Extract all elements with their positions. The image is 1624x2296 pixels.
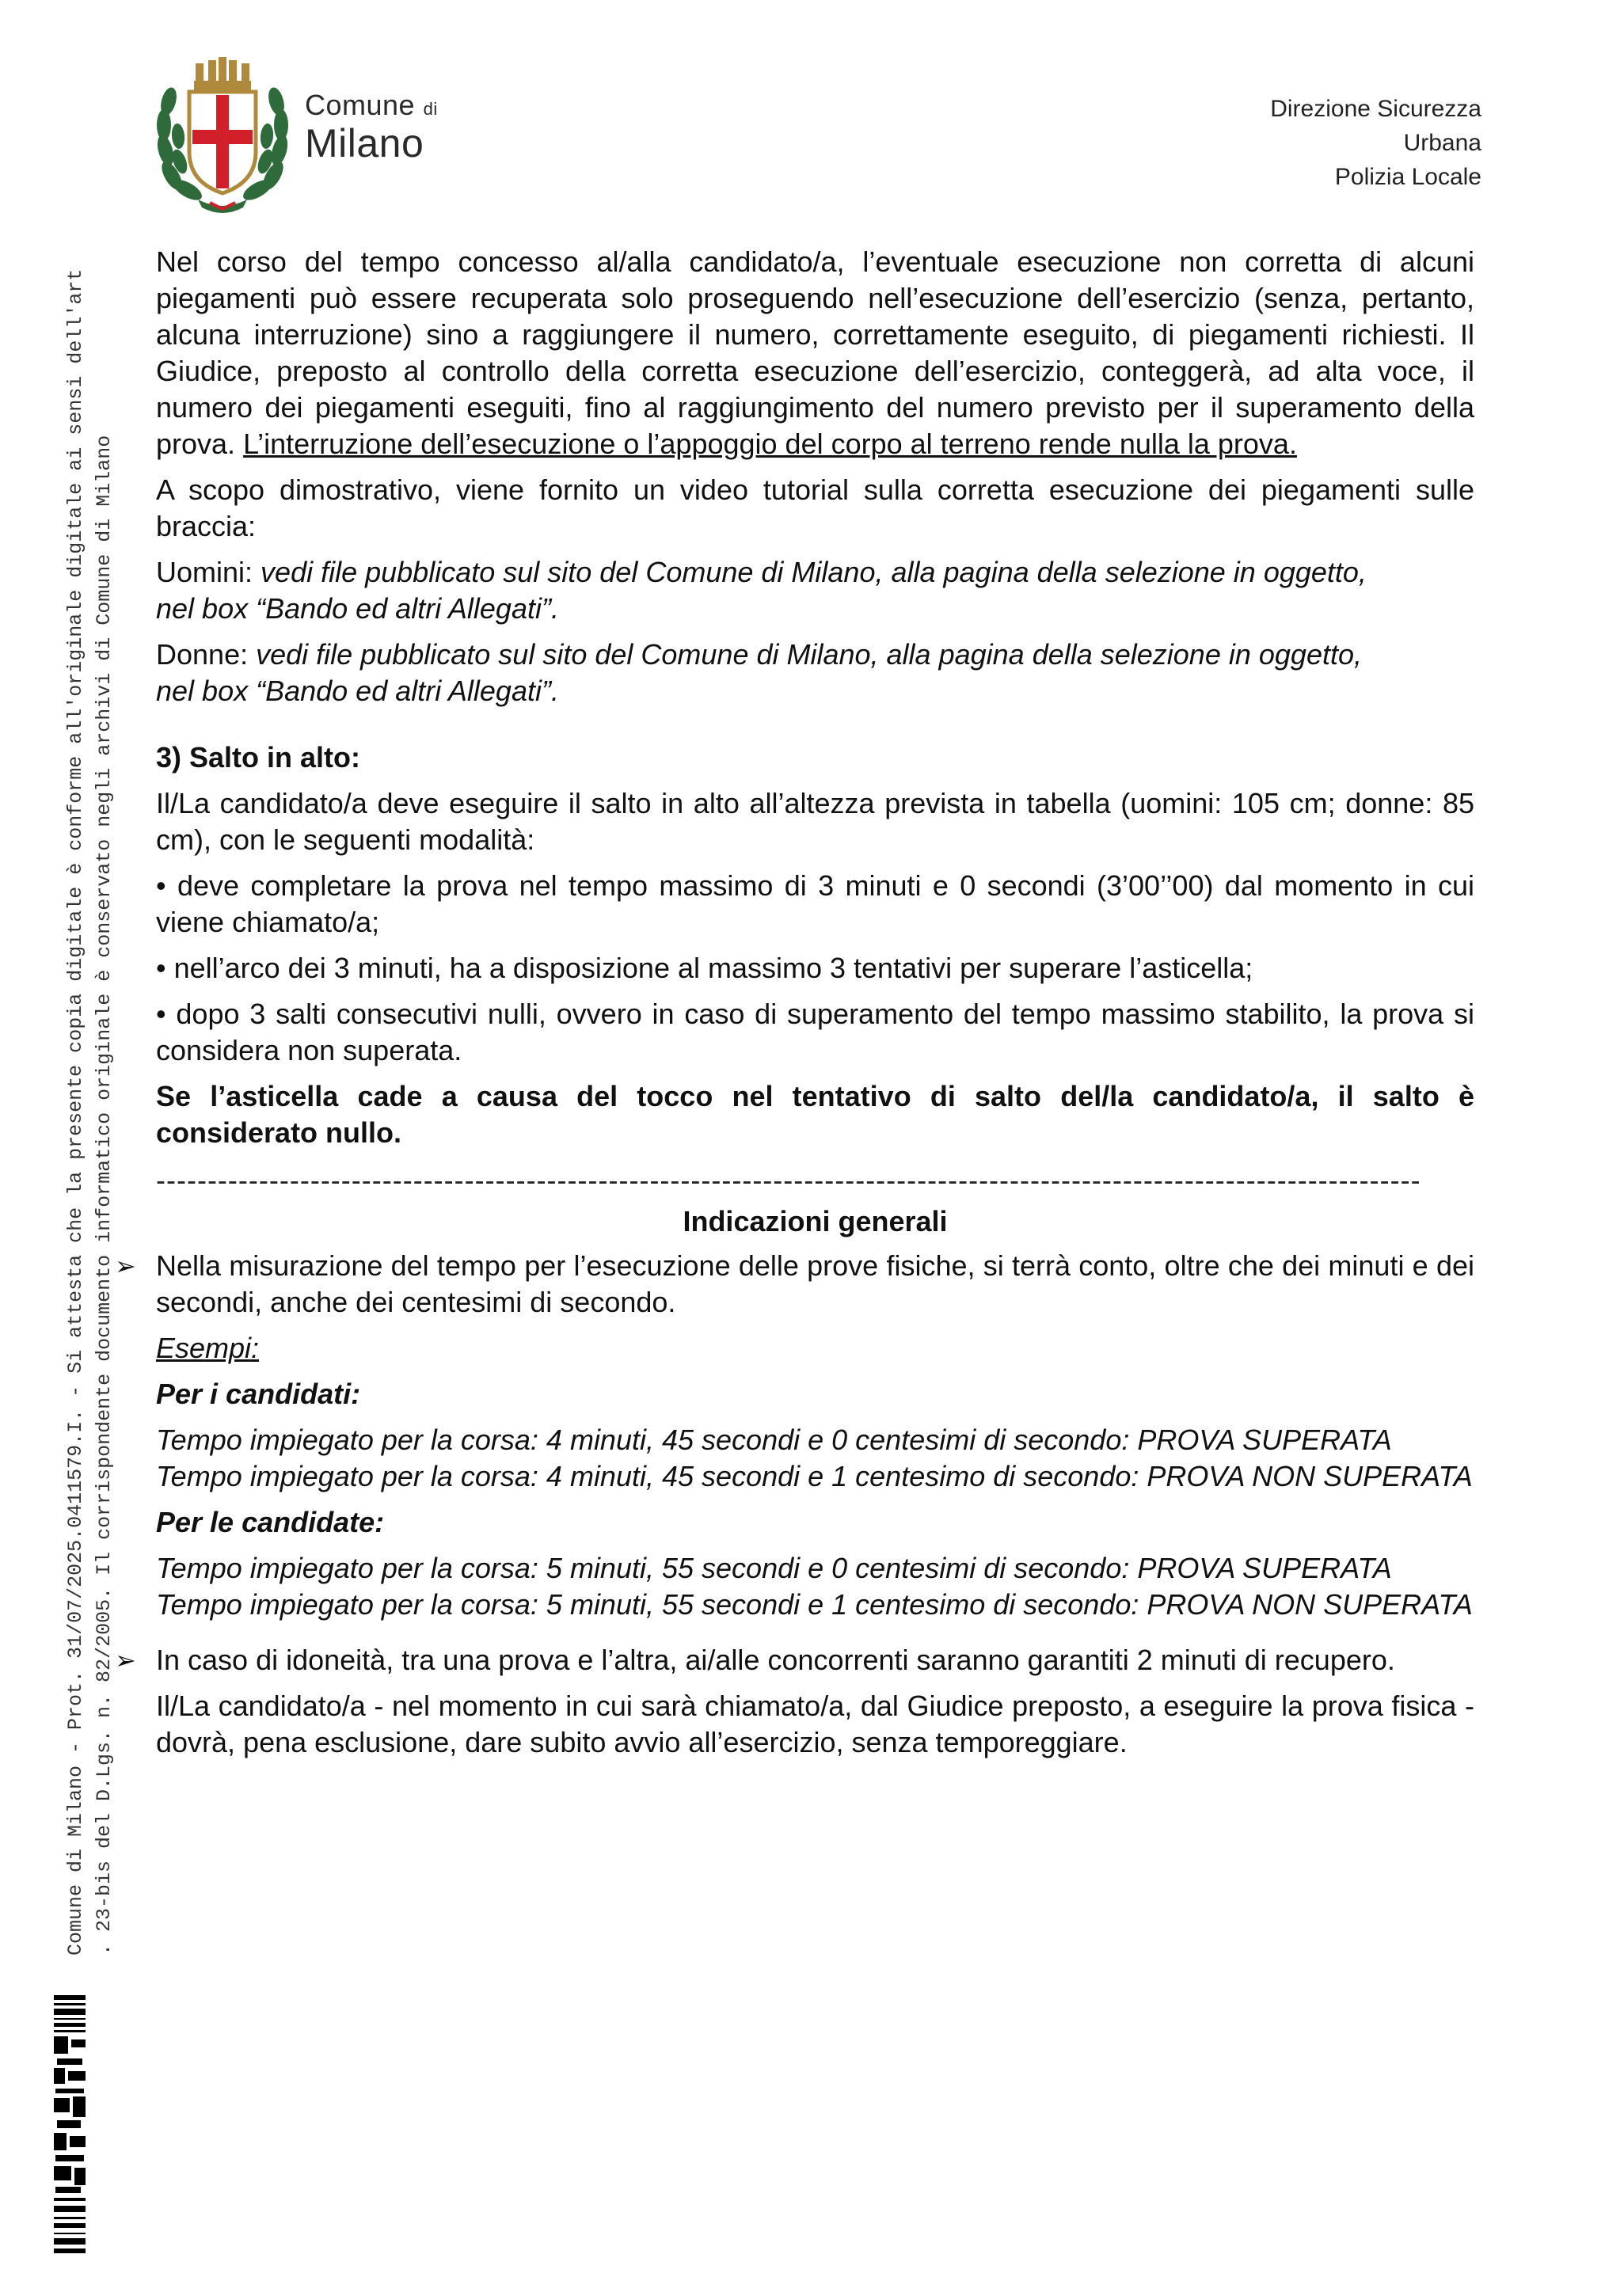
logo-text-milano: Milano (305, 121, 424, 165)
women-examples-label: Per le candidate: (156, 1506, 385, 1538)
examples-label: Esempi: (156, 1332, 260, 1364)
general-indications-title: Indicazioni generali (683, 1205, 948, 1237)
document-body (115, 244, 1474, 1770)
dept-line-1: Direzione Sicurezza (1270, 96, 1481, 122)
underlined-rule: L’interruzione dell’esecuzione o l’appoggio del corpo al terreno rende nulla la prova. (243, 428, 1297, 460)
paragraph-pushups-rules: Nel corso del tempo concesso al/alla candidato/a, l’eventuale esecuzione non corretta di alcuni piegamenti può essere recuperata solo proseguendo nell’esecuzione dell’esercizio (senza, pertanto, alcuna interruzione) sino a raggiungere il numero, correttamente eseguito, di piegamenti richiesti. Il Giudice, preposto al controllo della corretta esecuzione dell’esercizio, conteggerà, ad alta voce, il numero dei piegamenti eseguiti, fino al raggiungimento del numero previsto per il superamento della prova. L’interruzione dell’esecuzione o l’appoggio del corpo al terreno rende nulla la prova. (156, 245, 1474, 460)
section-high-jump-title: 3) Salto in alto: (156, 741, 361, 774)
logo-text-comune: Comune di (305, 89, 438, 121)
arrow-bullet-icon: ➢ (115, 1252, 136, 1280)
men-examples-label: Per i candidati: (156, 1378, 361, 1410)
dashed-separator: --------------------------------------------------------------------------------------------------------------------------- (156, 1164, 1421, 1196)
high-jump-bullet-1: • deve completare la prova nel tempo massimo di 3 minuti e 0 secondi (3’00’’00) dal momento in cui viene chiamato/a; (156, 869, 1474, 938)
men-examples: Tempo impiegato per la corsa: 4 minuti, 45 secondi e 0 centesimi di secondo: PROVA SUPERATA Tempo impiegato per la corsa: 4 minuti, 45 secondi e 1 centesimo di secondo: PROVA NON SUPERATA (156, 1424, 1473, 1492)
paragraph-video-tutorial: A scopo dimostrativo, viene fornito un video tutorial sulla corretta esecuzione dei piegamenti sulle braccia: (156, 473, 1474, 542)
certification-stamp (62, 269, 119, 1956)
department-header (1270, 92, 1481, 194)
general-item-start: Il/La candidato/a - nel momento in cui sarà chiamato/a, dal Giudice preposto, a eseguire la prova fisica - dovrà, pena esclusione, dare subito avvio all’esercizio, senza temporeggiare. (156, 1690, 1474, 1758)
women-examples: Tempo impiegato per la corsa: 5 minuti, 55 secondi e 0 centesimi di secondo: PROVA SUPERATA Tempo impiegato per la corsa: 5 minuti, 55 secondi e 1 centesimo di secondo: PROVA NON SUPERATA (156, 1552, 1473, 1621)
high-jump-intro: Il/La candidato/a deve eseguire il salto in alto all’altezza prevista in tabella (uomini: 105 cm; donne: 85 cm), con le seguenti modalità: (156, 787, 1474, 856)
women-video-note: Donne: vedi file pubblicato sul sito del Comune di Milano, alla pagina della selezione in oggetto, nel box “Bando ed altri Allegati”. (156, 638, 1362, 707)
barcode-image (52, 1995, 87, 2256)
dept-line-2: Urbana (1403, 130, 1481, 156)
high-jump-bullet-2: • nell’arco dei 3 minuti, ha a disposizione al massimo 3 tentativi per superare l’asticella; (156, 952, 1253, 984)
general-item-recovery: ➢ In caso di idoneità, tra una prova e l’altra, ai/alle concorrenti saranno garantiti 2 minuti di recupero. (156, 1642, 1474, 1678)
men-video-note: Uomini: vedi file pubblicato sul sito del Comune di Milano, alla pagina della selezione in oggetto, nel box “Bando ed altri Allegati”. (156, 556, 1367, 625)
high-jump-bullet-3: • dopo 3 salti consecutivi nulli, ovvero in caso di superamento del tempo massimo stabilito, la prova si considera non superata. (156, 998, 1474, 1066)
dept-line-3: Polizia Locale (1334, 164, 1481, 190)
stamp-line-1: Comune di Milano - Prot. 31/07/2025.0411579.I. - Si attesta che la presente copia digitale è conforme all'originale digitale ai sensi dell'art (64, 268, 87, 1956)
arrow-bullet-icon: ➢ (115, 1646, 136, 1674)
high-jump-bold-rule: Se l’asticella cade a causa del tocco nel tentativo di salto del/la candidato/a, il salto è considerato nullo. (156, 1080, 1474, 1149)
general-item-timing: ➢ Nella misurazione del tempo per l’esecuzione delle prove fisiche, si terrà conto, oltre che dei minuti e dei secondi, anche dei centesimi di secondo. (115, 1249, 1474, 1318)
stamp-line-2: . 23-bis del D.Lgs. n. 82/2005. Il corrispondente documento informatico originale è conservato negli archivi di Comune di Milano (93, 435, 116, 1956)
